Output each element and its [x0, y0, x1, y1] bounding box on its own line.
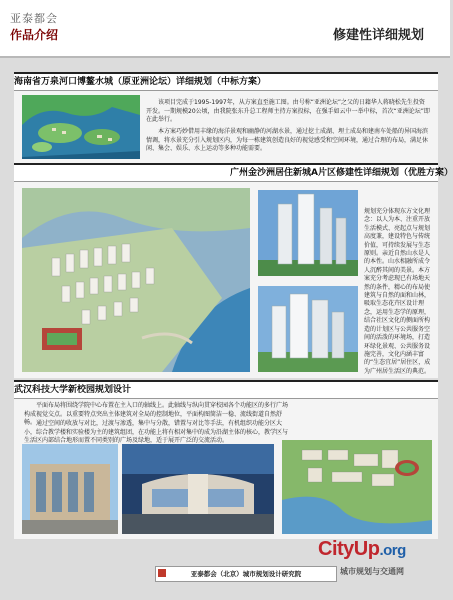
portfolio-subtitle: 作品介绍 [10, 28, 59, 42]
institute-footer: 亚泰都会（北京）城市规划设计研究院 [155, 566, 337, 582]
section-2-description: 规划充分体现东方文化理念：以人为本、注重开放生活模式、亮起点与规划高度兼，建设特色与传统价值，可持续发展与生态原则。亲近自然山水是人的本性。山水相融所成令人沉醉其间的美景。本方案充分考虑现已有场地天然的条件，精心的布局使建筑与自然的面和山林，吸取生态花卉区设计理念，运用生态学的原理，结合社区文化的侧面所构造的计划区与公共服务空间的活泼的环境场，打造环绿化景观、公共服务设施完善，文化内涵丰富的“生态宜居”居住区，成为广州居生活区的典范。 [364, 208, 431, 375]
cityup-tagline: 城市规划与交通网 [340, 567, 404, 576]
section-3-paragraph-1: 平面布局将围绕学院中心布置在主入口的轴线上。此轴线与纵向贯穿校园各个功能区的多行广场构成视觉交点。以重要特点突出主体建筑对全局的控制地位，平面构图简洁一稳、流线街道自然舒畅。 [24, 402, 289, 426]
campus-building-photo [22, 444, 118, 534]
campus-gate-rendering [122, 444, 274, 534]
resort-masterplan-image [22, 95, 140, 159]
section-2-title: 广州金沙洲居住新城A片区修建性详细规划（优胜方案） [14, 163, 438, 182]
section-1-paragraph-2: 本方案巧妙借用丰缘的海洋景观和幽静的河湖水景，通过挖土成湖、埋土成岛和建南车处船的异国海滨情调，将水景充分引入规划区内，为每一栋建筑创造良好的视觉感受和空间环境，通过合理的布局，满足休闲、集会、娱乐、水上运动等多种功能需要。 [146, 128, 429, 152]
page-header [0, 0, 450, 58]
cityup-logo: CityUp.org [318, 538, 406, 560]
institute-logo-icon [158, 569, 166, 577]
brand-name: 亚泰都会 [10, 12, 58, 25]
section-1-title: 海南省万泉河口博鳌水城（原亚洲论坛）详细规划（中标方案） [14, 72, 438, 91]
highrise-rendering-2 [258, 286, 358, 372]
header-divider [0, 56, 450, 58]
section-3-paragraph-2: 通过空间的收放与对比，过渡与渗透，集中与分散，错置与对比等手法，有机组织功能分区大小，综合教学楼和实验楼为主的建筑组团，在功能上将有相对集中的成为沿湖主体的核心，教学区与生活区内部结合地形而置不同类别的广场及绿地，适于展开广泛的交流活动。 [24, 420, 289, 444]
residential-aerial-rendering [22, 188, 250, 372]
campus-masterplan-image [282, 440, 432, 534]
page-title: 修建性详细规划 [332, 28, 424, 43]
section-3-title: 武汉科技大学新校园规划设计 [14, 380, 438, 399]
highrise-rendering-1 [258, 190, 358, 276]
section-1-paragraph-1: 该项目完成于1995-1997年，从方案直至施工图。由号称“亚洲论坛”之父的日籍华人蒋晓松先生投资开发。一期规模20公顷，由我院张东升总工程师主持方案投标，在强手如云中一举中标，首次“亚洲论坛”即在此举行。 [146, 99, 430, 123]
